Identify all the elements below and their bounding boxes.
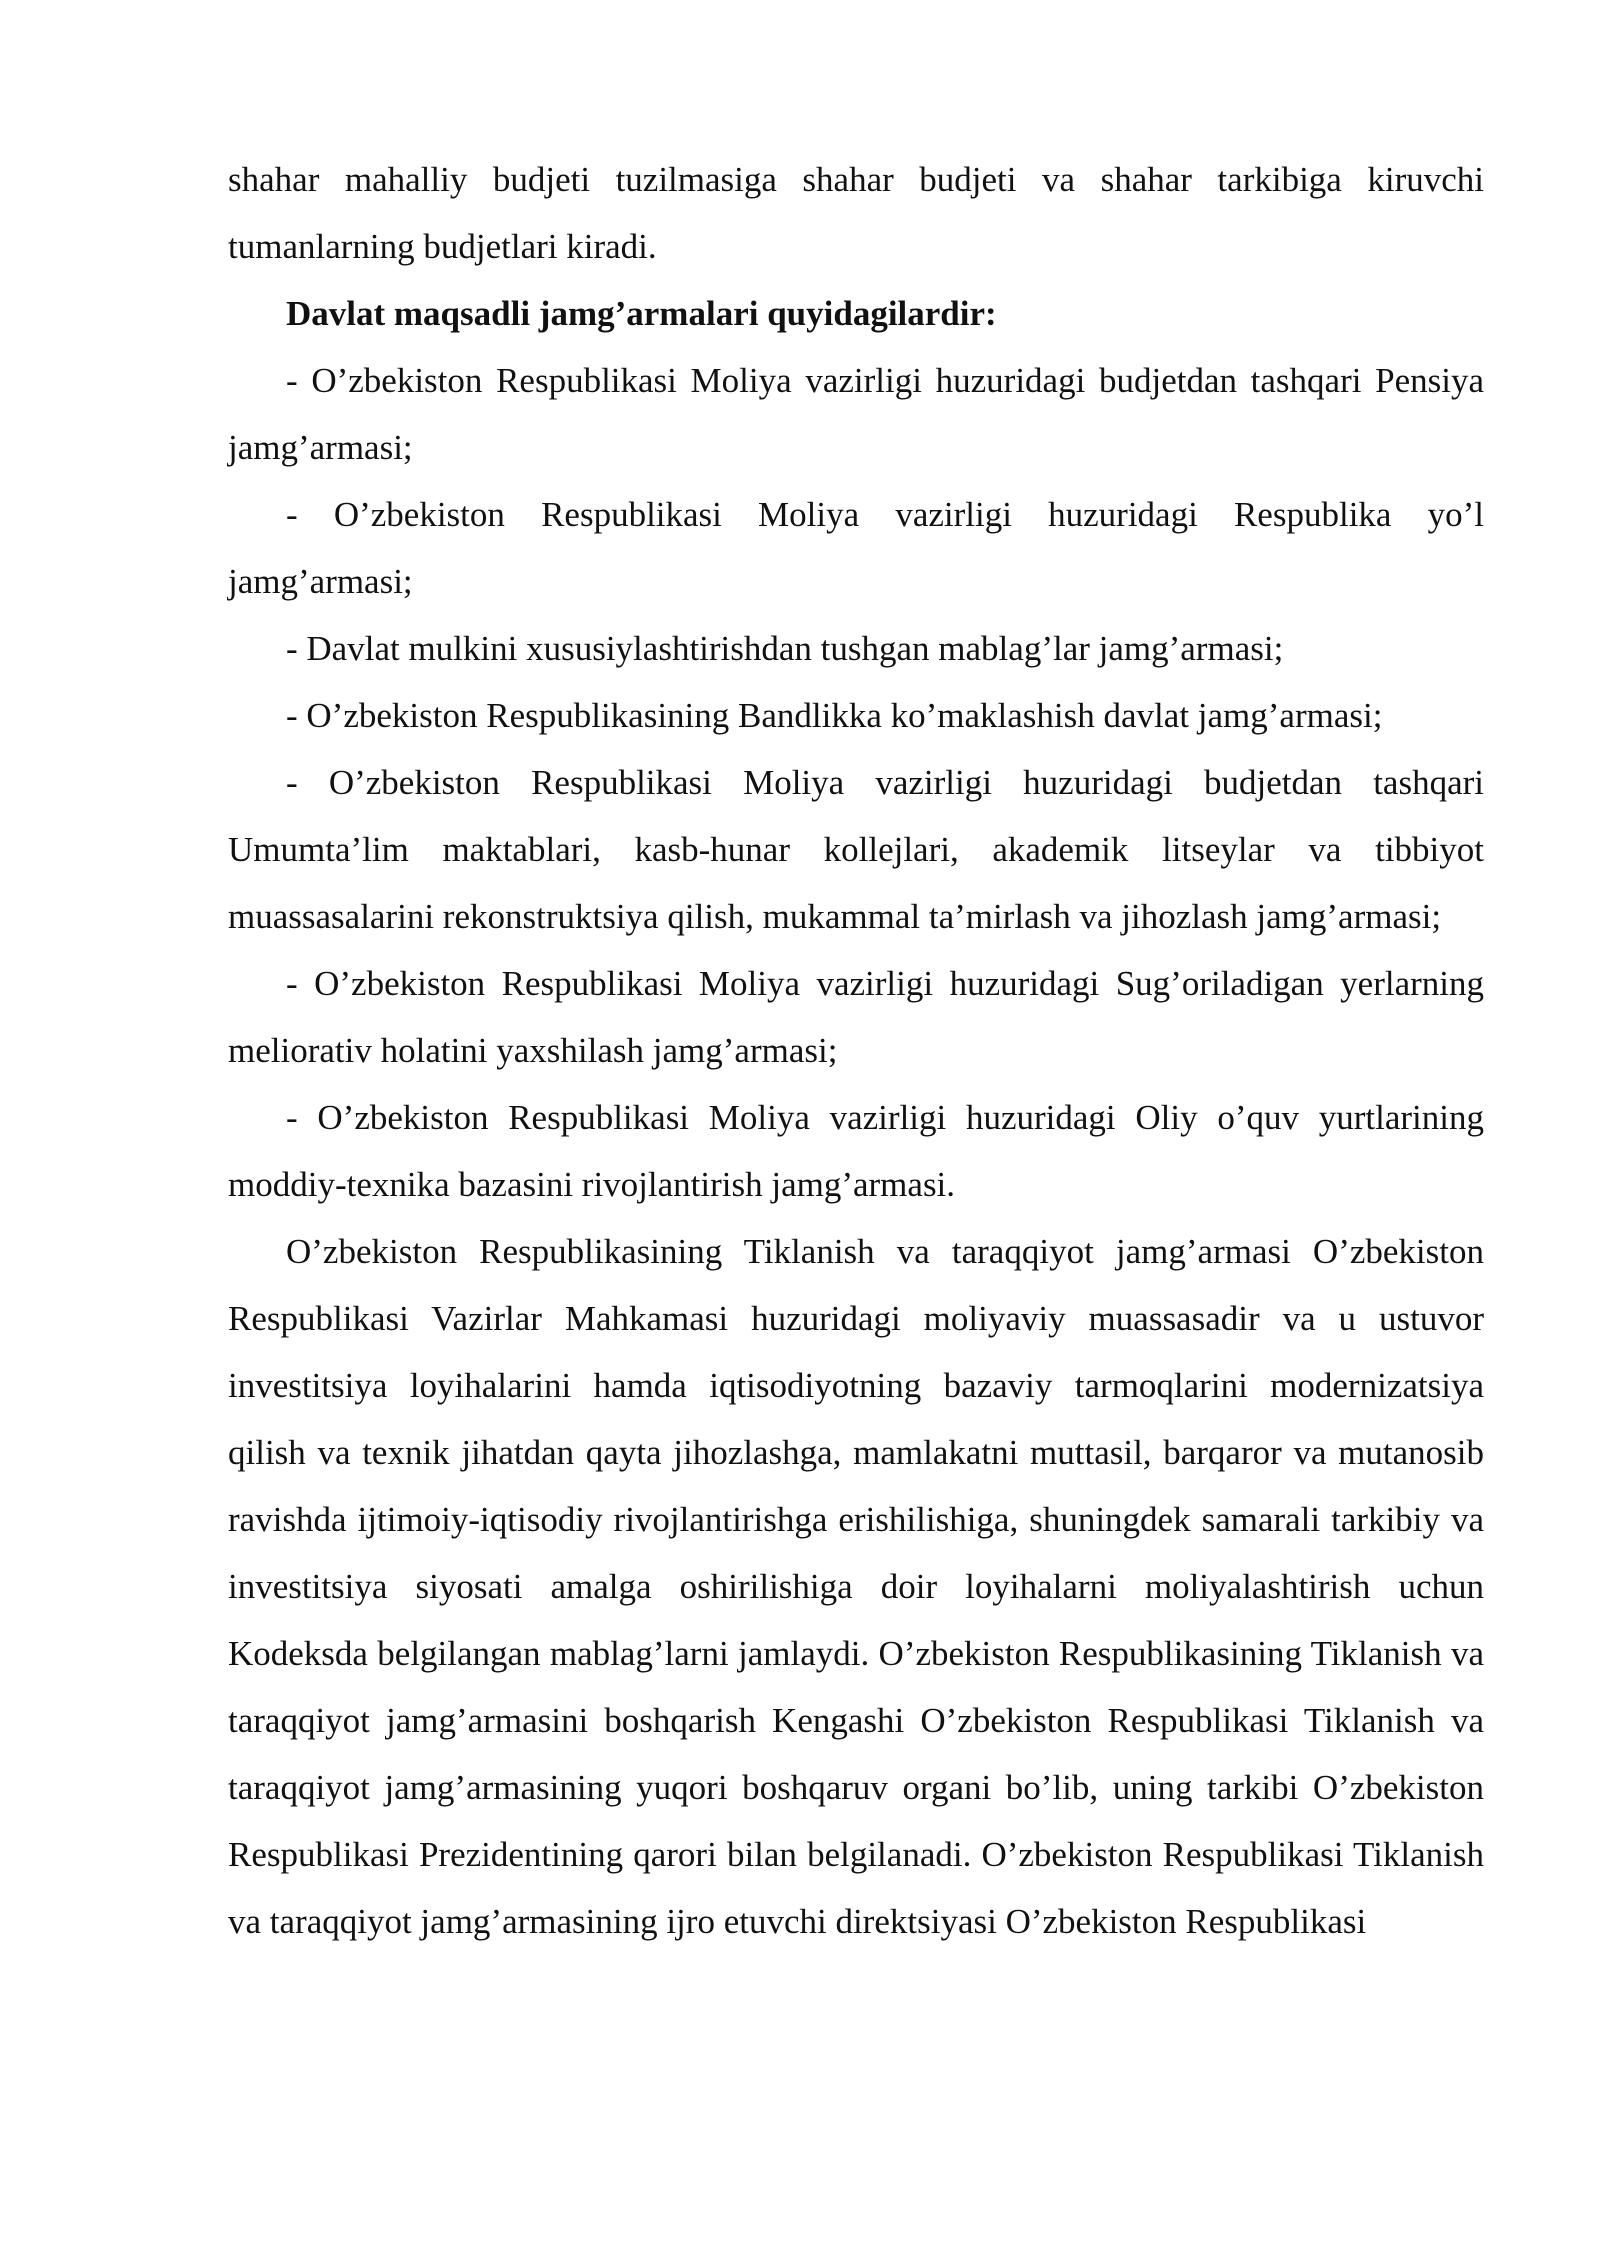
paragraph-reconstruction-development-fund: O’zbekiston Respublikasining Tiklanish va taraqqiyot jamg’armasi O’zbekiston Respublikasi Vazirlar Mahkamasi huzuridagi moliyaviy muassasadir va u ustuvor investitsiya loyihalarini hamda iqtisodiyotning bazaviy tarmoqlarini modernizatsiya qilish va texnik jihatdan qayta jihozlashga, mamlakatni muttasil, barqaror va mutanosib ravishda ijtimoiy-iqtisodiy rivojlantirishga erishilishiga, shuningdek samarali tarkibiy va investitsiya siyosati amalga oshirilishiga doir loyihalarni moliyalashtirish uchun Kodeksda belgilangan mablag’larni jamlaydi. O’zbekiston Respublikasining Tiklanish va taraqqiyot jamg’armasini boshqarish Kengashi O’zbekiston Respublikasi Tiklanish va taraqqiyot jamg’armasining yuqori boshqaruv organi bo’lib, uning tarkibi O’zbekiston Respublikasi Prezidentining qarori bilan belgilanadi. O’zbekiston Respublikasi Tiklanish va taraqqiyot jamg’armasining ijro etuvchi direktsiyasi O’zbekiston Respublikasi — [228, 1232, 1484, 1941]
list-item-education-reconstruction-fund: - O’zbekiston Respublikasi Moliya vazirligi huzuridagi budjetdan tashqari Umumta’lim maktablari, kasb-hunar kollejlari, akademik litseylar va tibbiyot muassasalarini rekonstruktsiya qilish, mukammal ta’mirlash va jihozlash jamg’armasi; — [228, 763, 1484, 936]
list-item-pension-fund: - O’zbekiston Respublikasi Moliya vazirligi huzuridagi budjetdan tashqari Pensiya jamg’armasi; — [228, 361, 1484, 467]
list-item-land-melioration-fund: - O’zbekiston Respublikasi Moliya vazirligi huzuridagi Sug’oriladigan yerlarning meliorativ holatini yaxshilash jamg’armasi; — [228, 964, 1484, 1070]
document-body — [228, 146, 1484, 1955]
list-item-privatization-fund: - Davlat mulkini xususiylashtirishdan tushgan mablag’lar jamg’armasi; — [286, 629, 1284, 668]
list-item-higher-education-fund: - O’zbekiston Respublikasi Moliya vazirligi huzuridagi Oliy o’quv yurtlarining moddiy-texnika bazasini rivojlantirish jamg’armasi. — [228, 1098, 1484, 1204]
list-item-road-fund: - O’zbekiston Respublikasi Moliya vazirligi huzuridagi Respublika yo’l jamg’armasi; — [228, 495, 1484, 601]
list-item-employment-fund: - O’zbekiston Respublikasining Bandlikka ko’maklashish davlat jamg’armasi; — [286, 696, 1383, 735]
section-heading: Davlat maqsadli jamg’armalari quyidagilardir: — [286, 294, 997, 333]
paragraph-city-budget: shahar mahalliy budjeti tuzilmasiga shahar budjeti va shahar tarkibiga kiruvchi tumanlarning budjetlari kiradi. — [228, 160, 1484, 266]
